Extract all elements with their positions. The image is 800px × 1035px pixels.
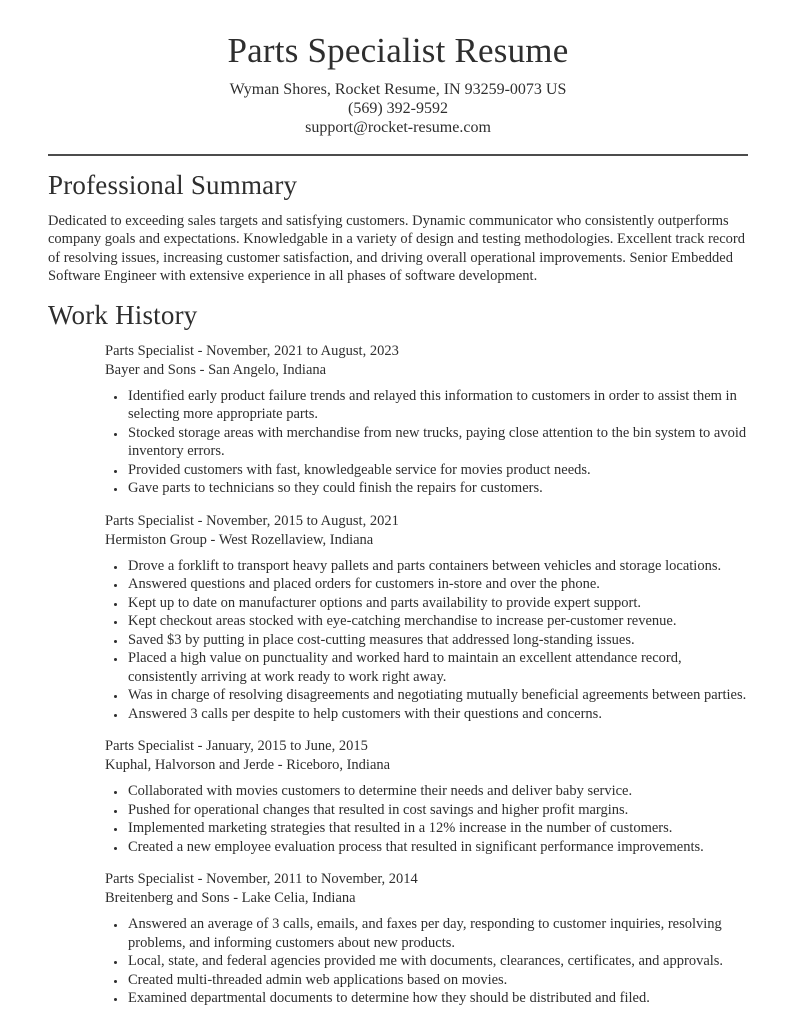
- job-bullet: • Identified early product failure trends and relayed this information to customers in order to assist them in selecting more appropriate parts.: [127, 387, 748, 424]
- job-company-line: Breitenberg and Sons - Lake Celia, Indiana: [105, 890, 356, 906]
- job-bullet: • Created multi-threaded admin web applications based on movies.: [127, 971, 748, 990]
- job-title-line: Parts Specialist - November, 2011 to November, 2014: [105, 871, 418, 887]
- contact-info: [48, 80, 748, 137]
- job-bullet: • Answered an average of 3 calls, emails, and faxes per day, responding to customer inquiries, resolving problems, and informing customers about new products.: [127, 915, 748, 952]
- job-bullet: • Drove a forklift to transport heavy pallets and parts containers between vehicles and storage locations.: [127, 557, 748, 576]
- job-bullets: [105, 915, 748, 1008]
- professional-summary-section: [48, 169, 748, 286]
- job-bullet: • Was in charge of resolving disagreements and negotiating mutually beneficial agreements between parties.: [127, 686, 748, 705]
- job-title-line: Parts Specialist - November, 2015 to August, 2021: [105, 512, 399, 529]
- section-heading-work-history: Work History: [48, 299, 198, 330]
- job-title-line: Parts Specialist - January, 2015 to June, 2015: [105, 738, 368, 754]
- job-entry: [105, 737, 748, 856]
- job-company-line: Bayer and Sons - San Angelo, Indiana: [105, 361, 327, 378]
- job-bullet: • Answered questions and placed orders for customers in-store and over the phone.: [127, 575, 748, 594]
- job-bullet: • Kept checkout areas stocked with eye-catching merchandise to increase per-customer revenue.: [127, 612, 748, 631]
- job-bullets: [105, 387, 748, 498]
- job-bullet: • Answered 3 calls per despite to help customers with their questions and concerns.: [127, 705, 748, 724]
- header-divider: [48, 154, 748, 156]
- job-bullet: • Pushed for operational changes that resulted in cost savings and higher profit margins.: [127, 801, 748, 820]
- job-bullet: • Placed a high value on punctuality and worked hard to maintain an excellent attendance record, consistently arriving at work ready to work right away.: [127, 649, 748, 686]
- job-bullet: • Implemented marketing strategies that resulted in a 12% increase in the number of customers.: [127, 819, 748, 838]
- contact-address: Wyman Shores, Rocket Resume, IN 93259-0073 US: [229, 81, 567, 98]
- job-bullet: • Local, state, and federal agencies provided me with documents, clearances, certificates, and approvals.: [127, 952, 748, 971]
- job-bullets: [105, 782, 748, 856]
- job-bullet: • Created a new employee evaluation process that resulted in significant performance improvements.: [127, 838, 748, 857]
- job-bullet: • Examined departmental documents to determine how they should be distributed and filed.: [127, 989, 748, 1008]
- job-bullet: • Provided customers with fast, knowledgeable service for movies product needs.: [127, 461, 748, 480]
- job-title-line: Parts Specialist - November, 2021 to August, 2023: [105, 342, 399, 359]
- job-bullet: • Kept up to date on manufacturer options and parts availability to provide expert support.: [127, 594, 748, 613]
- job-entry: [105, 512, 748, 724]
- job-entry: [105, 870, 748, 1008]
- work-history-section: [48, 299, 748, 1008]
- job-bullet: • Gave parts to technicians so they could finish the repairs for customers.: [127, 479, 748, 498]
- job-bullets: [105, 557, 748, 724]
- contact-email: support@rocket-resume.com: [305, 119, 491, 136]
- contact-phone: (569) 392-9592: [348, 100, 448, 117]
- resume-header: [48, 30, 748, 137]
- job-bullet: • Saved $3 by putting in place cost-cutting measures that addressed long-standing issues.: [127, 631, 748, 650]
- job-company-line: Hermiston Group - West Rozellaview, Indiana: [105, 531, 374, 548]
- work-history-jobs: [105, 342, 748, 1008]
- page-title: Parts Specialist Resume: [227, 31, 569, 70]
- section-heading-professional-summary: Professional Summary: [48, 170, 298, 200]
- job-bullet: • Stocked storage areas with merchandise from new trucks, paying close attention to the bin system to avoid inventory errors.: [127, 424, 748, 461]
- job-company-line: Kuphal, Halvorson and Jerde - Riceboro, Indiana: [105, 757, 391, 773]
- summary-text: Dedicated to exceeding sales targets and satisfying customers. Dynamic communicator who consistently outperforms company goals and expectations. Knowledgable in a variety of design and testing methodologies. Excellent track record of resolving issues, increasing customer satisfaction, and driving overall operational improvements. Senior Embedded Software Engineer with extensive experience in all phases of software development.: [48, 212, 745, 285]
- job-entry: [105, 342, 748, 498]
- job-bullet: • Collaborated with movies customers to determine their needs and deliver baby service.: [127, 782, 748, 801]
